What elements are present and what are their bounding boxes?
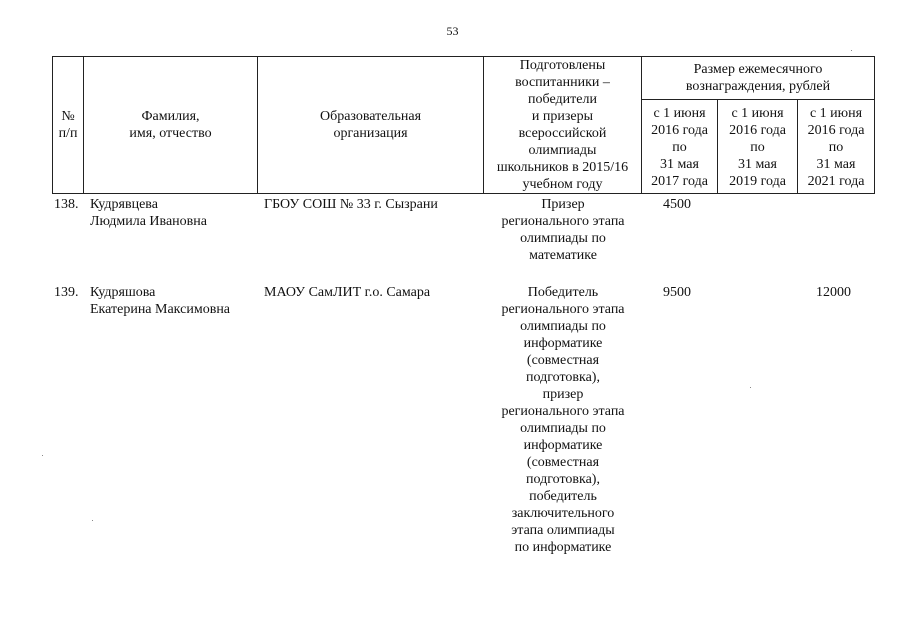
scan-speck bbox=[92, 520, 93, 521]
row-number: 138. bbox=[54, 197, 79, 212]
header-olympiad: Подготовлены воспитанники – победители и призеры всероссийской олимпиады школьников в 2015/16 учебном году bbox=[496, 58, 629, 192]
amount-2017: 9500 bbox=[663, 285, 691, 300]
header-num: № п/п bbox=[58, 109, 78, 141]
header-period-2021: с 1 июня 2016 года по 31 мая 2021 года bbox=[807, 105, 865, 189]
header-org: Образовательная организация bbox=[319, 109, 422, 141]
person-name: Кудряшова Екатерина Максимовна bbox=[90, 285, 231, 317]
organization: ГБОУ СОШ № 33 г. Сызрани bbox=[264, 197, 438, 212]
scan-speck bbox=[750, 387, 751, 388]
header-name: Фамилия, имя, отчество bbox=[129, 109, 212, 141]
header-reward-group: Размер ежемесячного вознаграждения, рублей bbox=[685, 62, 831, 94]
header-period-2019: с 1 июня 2016 года по 31 мая 2019 года bbox=[729, 105, 786, 189]
table-header bbox=[52, 56, 875, 194]
row-divider bbox=[641, 99, 874, 100]
scan-speck bbox=[851, 50, 852, 51]
row-number: 139. bbox=[54, 285, 79, 300]
amount-2017: 4500 bbox=[663, 197, 691, 212]
amount-2021: 12000 bbox=[816, 285, 851, 300]
header-period-2017: с 1 июня 2016 года по 31 мая 2017 года bbox=[651, 105, 708, 189]
person-name: Кудрявцева Людмила Ивановна bbox=[90, 197, 207, 229]
olympiad-result: Призер регионального этапа олимпиады по математике bbox=[501, 197, 625, 263]
organization: МАОУ СамЛИТ г.о. Самара bbox=[264, 285, 431, 300]
page-number: 53 bbox=[446, 24, 459, 38]
olympiad-result: Победитель регионального этапа олимпиады по информатике (совместная подготовка), призер регионального этапа олимпиады по информатике (совместная подготовка), победитель заключительного этапа олимпиады по информатике bbox=[501, 285, 625, 555]
scan-speck bbox=[42, 455, 43, 456]
